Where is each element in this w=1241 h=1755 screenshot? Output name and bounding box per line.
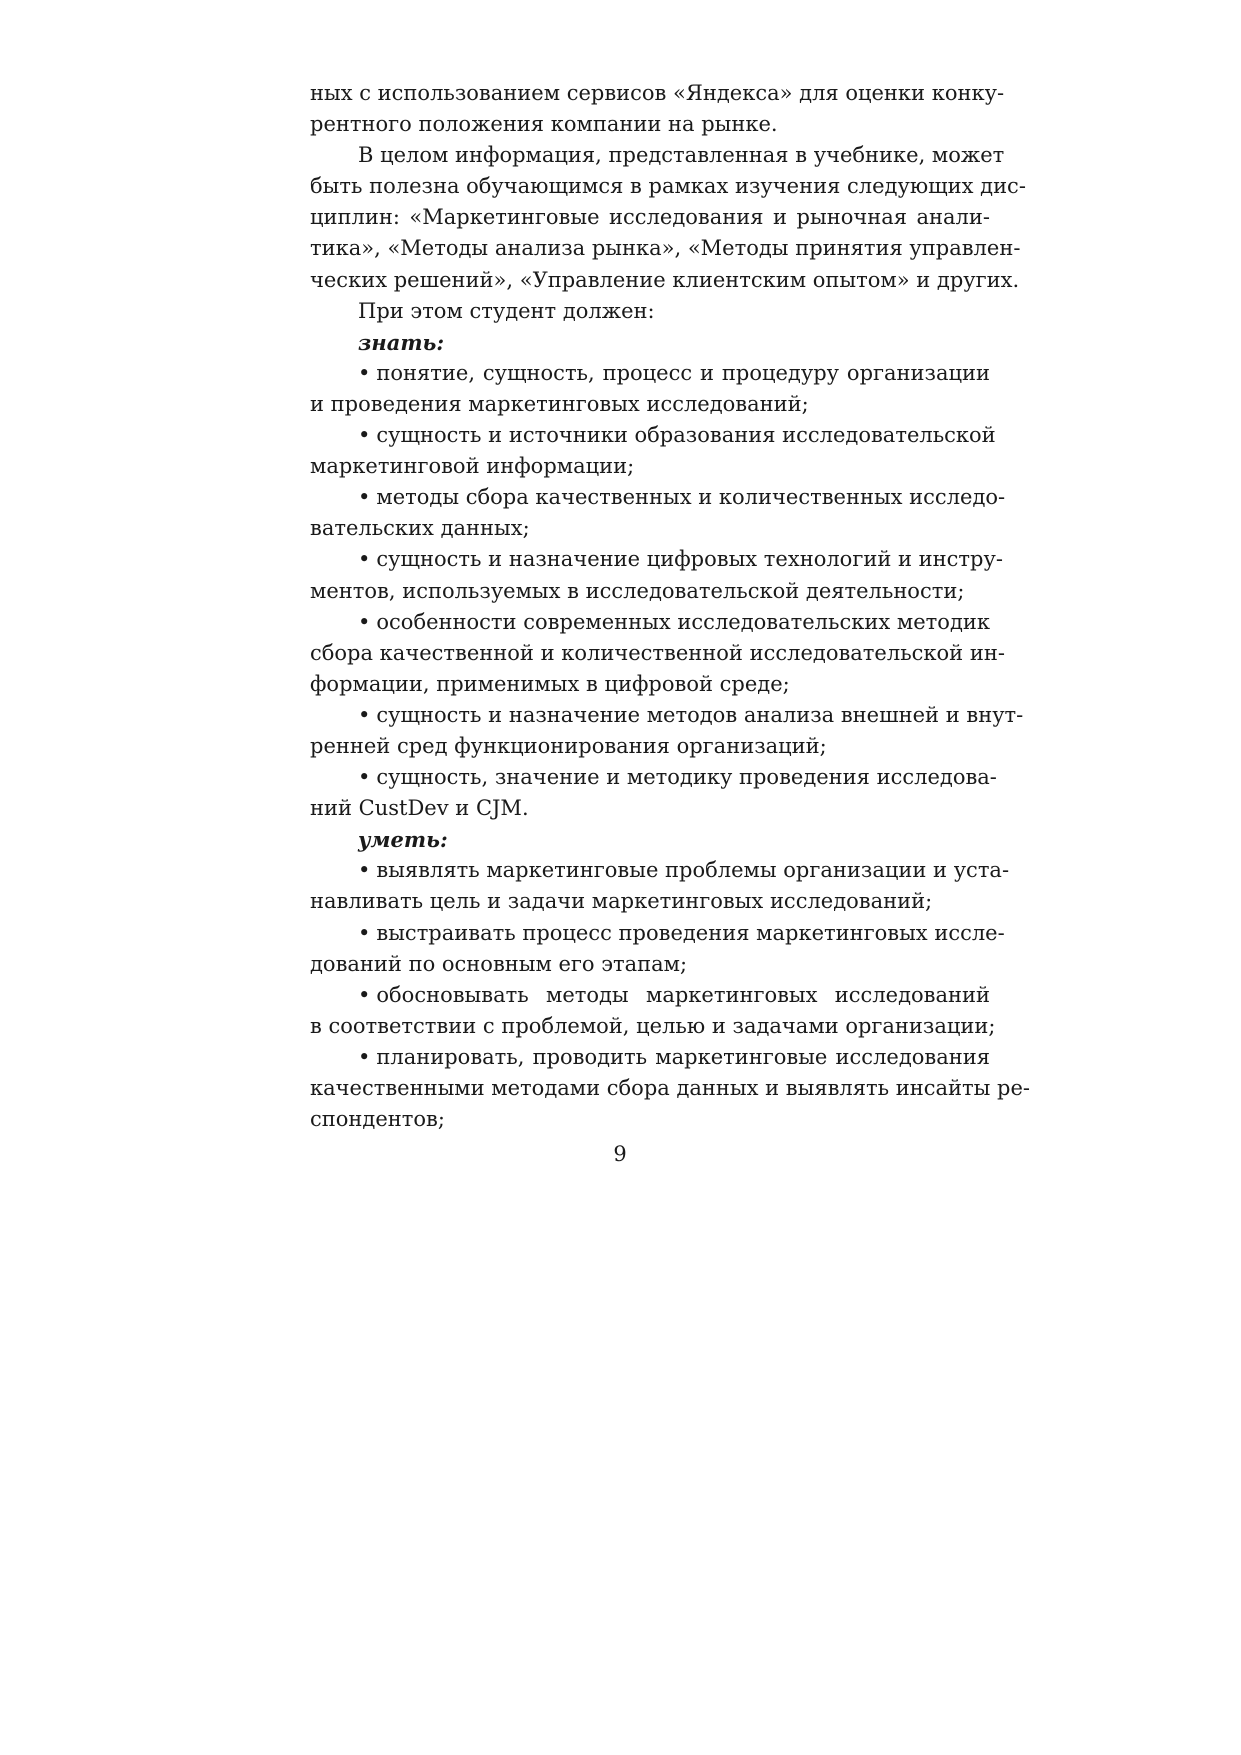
know-item-text: сущность и назначение методов анализа внешней и внут-	[376, 702, 1024, 727]
bullet-icon: •	[358, 858, 371, 883]
able-item-text: выявлять маркетинговые проблемы организации и уста-	[376, 858, 1010, 883]
bullet-icon: •	[358, 702, 371, 727]
bullet-icon: •	[358, 547, 371, 572]
able-item-line: дований по основным его этапам;	[310, 951, 688, 976]
know-heading: знать:	[358, 329, 445, 355]
able-heading: уметь:	[358, 827, 448, 853]
know-item-line: и проведения маркетинговых исследований;	[310, 391, 809, 416]
bullet-icon: •	[358, 360, 371, 385]
know-item-first-line	[310, 420, 996, 451]
bullet-icon: •	[358, 1044, 371, 1069]
able-item-line: качественными методами сбора данных и выявлять инсайты ре-	[310, 1076, 1030, 1100]
paragraph-line: быть полезна обучающимся в рамках изучения следующих дис-	[310, 174, 1026, 199]
know-item-first-line	[310, 762, 997, 793]
bullet-icon: •	[358, 982, 371, 1007]
intro-line: ных с использованием сервисов «Яндекса» для оценки конку-	[310, 81, 1005, 105]
body-text	[310, 78, 1030, 1135]
able-item-line: навливать цель и задачи маркетинговых исследований;	[310, 889, 933, 914]
paragraph-line: В целом информация, представленная в учебнике, может	[358, 143, 1005, 168]
know-item-first-line	[310, 607, 990, 638]
student-requirements-line: При этом студент должен:	[358, 298, 655, 323]
able-item-first-line	[310, 855, 1010, 886]
know-item-first-line	[310, 700, 1024, 731]
intro-line: рентного положения компании на рынке.	[310, 112, 778, 137]
bullet-icon: •	[358, 920, 371, 945]
able-item-text: планировать, проводить маркетинговые исследования	[376, 1044, 990, 1069]
know-item-line: сбора качественной и количественной исследовательской ин-	[310, 640, 1005, 665]
know-item-text: методы сбора качественных и количественных исследо-	[376, 485, 1006, 510]
able-item-text: выстраивать процесс проведения маркетинговых иссле-	[376, 920, 1005, 945]
know-item-text: сущность и назначение цифровых технологий и инстру-	[376, 547, 1003, 572]
know-item-line: ментов, используемых в исследовательской деятельности;	[310, 578, 965, 603]
able-item-first-line	[310, 980, 990, 1011]
bullet-icon: •	[358, 423, 371, 448]
able-item-line: в соответствии с проблемой, целью и задачами организации;	[310, 1013, 996, 1038]
know-item-text: сущность, значение и методику проведения исследова-	[376, 765, 997, 790]
know-item-line: ний CustDev и CJM.	[310, 796, 529, 821]
able-item-text: обосновывать методы маркетинговых исследований	[376, 982, 990, 1007]
paragraph-line: ческих решений», «Управление клиентским опытом» и других.	[310, 267, 1020, 292]
know-item-text: сущность и источники образования исследовательской	[376, 423, 996, 448]
bullet-icon: •	[358, 609, 371, 634]
know-item-first-line	[310, 544, 1003, 575]
able-item-first-line	[310, 1042, 990, 1073]
know-item-text: особенности современных исследовательских методик	[376, 609, 990, 634]
page-number: 9	[613, 1142, 627, 1166]
able-item-first-line	[310, 918, 1005, 949]
paragraph-line: циплин: «Маркетинговые исследования и рыночная анали-	[310, 205, 990, 230]
know-item-text: понятие, сущность, процесс и процедуру организации	[376, 360, 990, 385]
paragraph-line: тика», «Методы анализа рынка», «Методы принятия управлен-	[310, 236, 1021, 261]
know-item-line: формации, применимых в цифровой среде;	[310, 671, 790, 696]
bullet-icon: •	[358, 485, 371, 510]
able-item-line: спондентов;	[310, 1107, 445, 1132]
know-item-line: вательских данных;	[310, 516, 530, 541]
know-item-first-line	[310, 482, 1006, 513]
know-item-first-line	[310, 358, 990, 389]
know-item-line: ренней сред функционирования организаций;	[310, 733, 827, 758]
bullet-icon: •	[358, 765, 371, 790]
know-item-line: маркетинговой информации;	[310, 454, 635, 479]
